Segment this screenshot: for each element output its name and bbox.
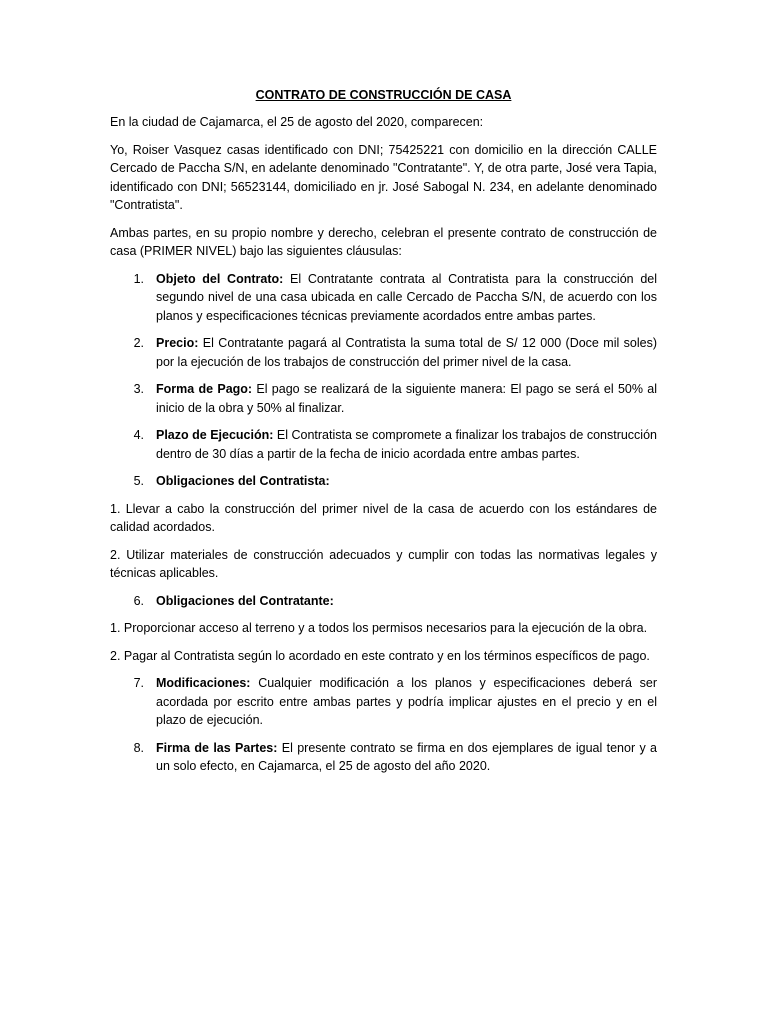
- clause-number: 7.: [133, 676, 144, 690]
- clause-5: [110, 472, 657, 491]
- clause-heading: Objeto del Contrato:: [156, 271, 284, 286]
- clause-heading: Obligaciones del Contratante:: [156, 593, 334, 608]
- clause-heading: Modificaciones:: [156, 676, 251, 690]
- agreement-paragraph: Ambas partes, en su propio nombre y derecho, celebran el presente contrato de construcción de casa (PRIMER NIVEL) bajo las siguientes cláusulas:: [110, 225, 657, 258]
- clause-text: El Contratante pagará al Contratista la suma total de S/ 12 000 (Doce mil soles) por la ejecución de los trabajos de construcción del primer nivel de la casa.: [156, 336, 657, 369]
- contratante-obligation-2: 2. Pagar al Contratista según lo acordado en este contrato y en los términos específicos de pago.: [110, 648, 650, 663]
- clause-number: 1.: [133, 271, 144, 286]
- clause-text: El presente contrato se firma en dos ejemplares de igual tenor y a un solo efecto, en Cajamarca, el 25 de agosto del año 2020.: [156, 740, 657, 773]
- clause-body: [156, 380, 657, 417]
- clause-8: [110, 739, 657, 776]
- clause-heading: Obligaciones del Contratista:: [156, 474, 330, 488]
- clause-number: 5.: [133, 474, 144, 488]
- clause-number: 3.: [133, 382, 144, 396]
- document-body: [110, 86, 657, 785]
- clause-heading: Plazo de Ejecución:: [156, 428, 274, 442]
- parties-paragraph: Yo, Roiser Vasquez casas identificado con DNI; 75425221 con domicilio en la dirección CALLE Cercado de Paccha S/N, en adelante denominado "Contratante". Y, de otra parte, José vera Tapia, identificado con DNI; 56523144, domiciliado en jr. José Sabogal N. 234, en adelante denominado "Contratista".: [110, 142, 657, 212]
- clause-3: [110, 380, 657, 417]
- clause-2: [110, 334, 657, 371]
- clause-text: Cualquier modificación a los planos y especificaciones deberá ser acordada por escrito entre ambas partes y podría implicar ajustes en el precio y en el plazo de ejecución.: [156, 676, 657, 727]
- contratante-obligation-1: 1. Proporcionar acceso al terreno y a todos los permisos necesarios para la ejecución de la obra.: [110, 621, 648, 635]
- document-title: CONTRATO DE CONSTRUCCIÓN DE CASA: [255, 88, 512, 102]
- clause-body: [156, 674, 657, 730]
- clause-number: 2.: [133, 336, 144, 350]
- contratista-obligation-1: 1. Llevar a cabo la construcción del primer nivel de la casa de acuerdo con los estándares de calidad acordados.: [110, 501, 657, 534]
- clause-body: [156, 426, 657, 463]
- clause-7: [110, 674, 657, 730]
- clause-body: [156, 592, 657, 611]
- intro-paragraph: En la ciudad de Cajamarca, el 25 de agosto del 2020, comparecen:: [110, 115, 484, 129]
- clause-body: [156, 472, 657, 491]
- clause-text: El pago se realizará de la siguiente manera: El pago se será el 50% al inicio de la obra y 50% al finalizar.: [156, 382, 657, 415]
- clause-body: [156, 739, 657, 776]
- clause-text: El Contratista se compromete a finalizar los trabajos de construcción dentro de 30 días a partir de la fecha de inicio acordada entre ambas partes.: [156, 428, 657, 461]
- clause-body: [156, 270, 657, 326]
- clause-number: 4.: [133, 428, 144, 442]
- clause-number: 8.: [133, 740, 144, 755]
- clause-1: [110, 270, 657, 326]
- clause-number: 6.: [133, 593, 144, 608]
- clause-heading: Firma de las Partes:: [156, 740, 278, 755]
- clause-heading: Forma de Pago:: [156, 382, 253, 396]
- clause-body: [156, 334, 657, 371]
- clause-4: [110, 426, 657, 463]
- clause-heading: Precio:: [156, 336, 199, 350]
- clause-6: [110, 592, 657, 611]
- clause-text: El Contratante contrata al Contratista para la construcción del segundo nivel de una casa ubicada en calle Cercado de Paccha S/N, de acuerdo con los planos y especificaciones técnicas previamente acordados entre ambas partes.: [156, 271, 657, 323]
- contratista-obligation-2: 2. Utilizar materiales de construcción adecuados y cumplir con todas las normativas legales y técnicas aplicables.: [110, 547, 657, 580]
